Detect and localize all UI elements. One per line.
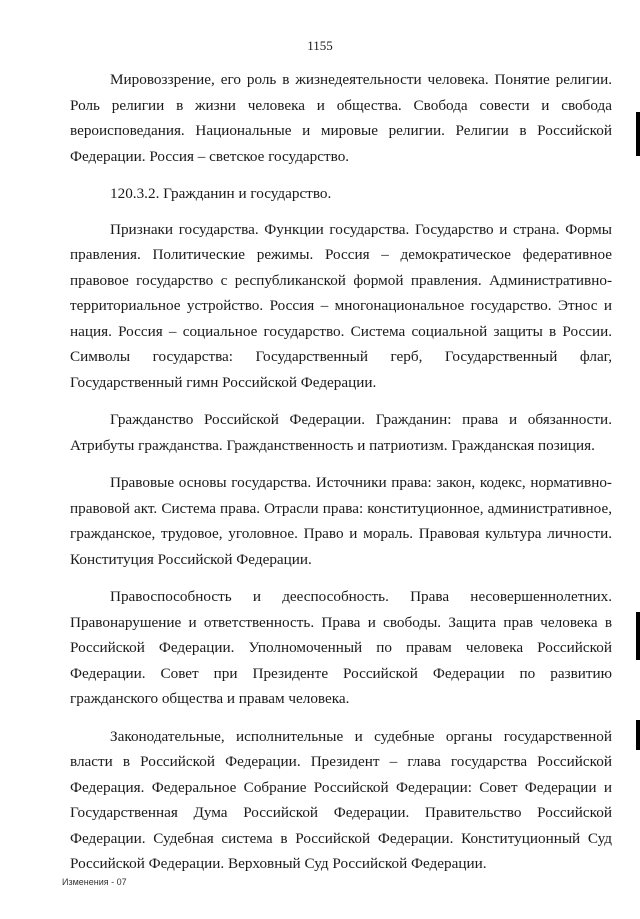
scan-edge-mark	[636, 612, 640, 660]
paragraph-state-authorities: Законодательные, исполнительные и судебные органы государственной власти в Российской Федерации. Президент – глава государства Российской Федерация. Федеральное Собрание Российской Федерации: Совет Федерации и Государственная Дума Российской Федерации. Правительство Российской Федерации. Судебная система в Российской Федерации. Конституционный Суд Российской Федерации. Верховный Суд Российской Федерации.	[70, 727, 612, 872]
paragraph-legal-capacity: Правоспособность и дееспособность. Права несовершеннолетних. Правонарушение и ответственность. Права и свободы. Защита прав человека в Российской Федерации. Уполномоченный по правам человека Российской Федерации. Совет при Президенте Российской Федерации по развитию гражданского общества и правам человека.	[70, 588, 612, 707]
paragraph-legal-foundations: Правовые основы государства. Источники права: закон, кодекс, нормативно-правовой акт. Система права. Отрасли права: конституционное, административное, гражданское, трудовое, уголовное. Право и мораль. Правовая культура личности. Конституция Российской Федерации.	[70, 474, 612, 568]
paragraph-citizenship: Гражданство Российской Федерации. Гражданин: права и обязанности. Атрибуты гражданства. Гражданственность и патриотизм. Гражданская позиция.	[70, 411, 612, 454]
paragraph-state-features: Признаки государства. Функции государства. Государство и страна. Формы правления. Политические режимы. Россия – демократическое федеративное правовое государство с республиканской формой правления. Административно-территориальное устройство. Россия – многонациональное государство. Этнос и нация. Россия – социальное государство. Система социальной защиты в России. Символы государства: Государственный герб, Государственный флаг, Государственный гимн Российской Федерации.	[70, 220, 612, 391]
section-heading: 120.3.2. Гражданин и государство.	[110, 185, 332, 202]
scan-edge-mark	[636, 112, 640, 156]
document-body	[70, 67, 612, 889]
paragraph-worldview: Мировоззрение, его роль в жизнедеятельности человека. Понятие религии. Роль религии в жизни человека и общества. Свобода совести и свобода вероисповедания. Национальные и мировые религии. Религии в Российской Федерации. Россия – светское государство.	[70, 71, 612, 165]
scan-edge-mark	[636, 720, 640, 750]
page-number: 1155	[307, 38, 333, 53]
footer-revision: Изменения - 07	[62, 877, 127, 887]
